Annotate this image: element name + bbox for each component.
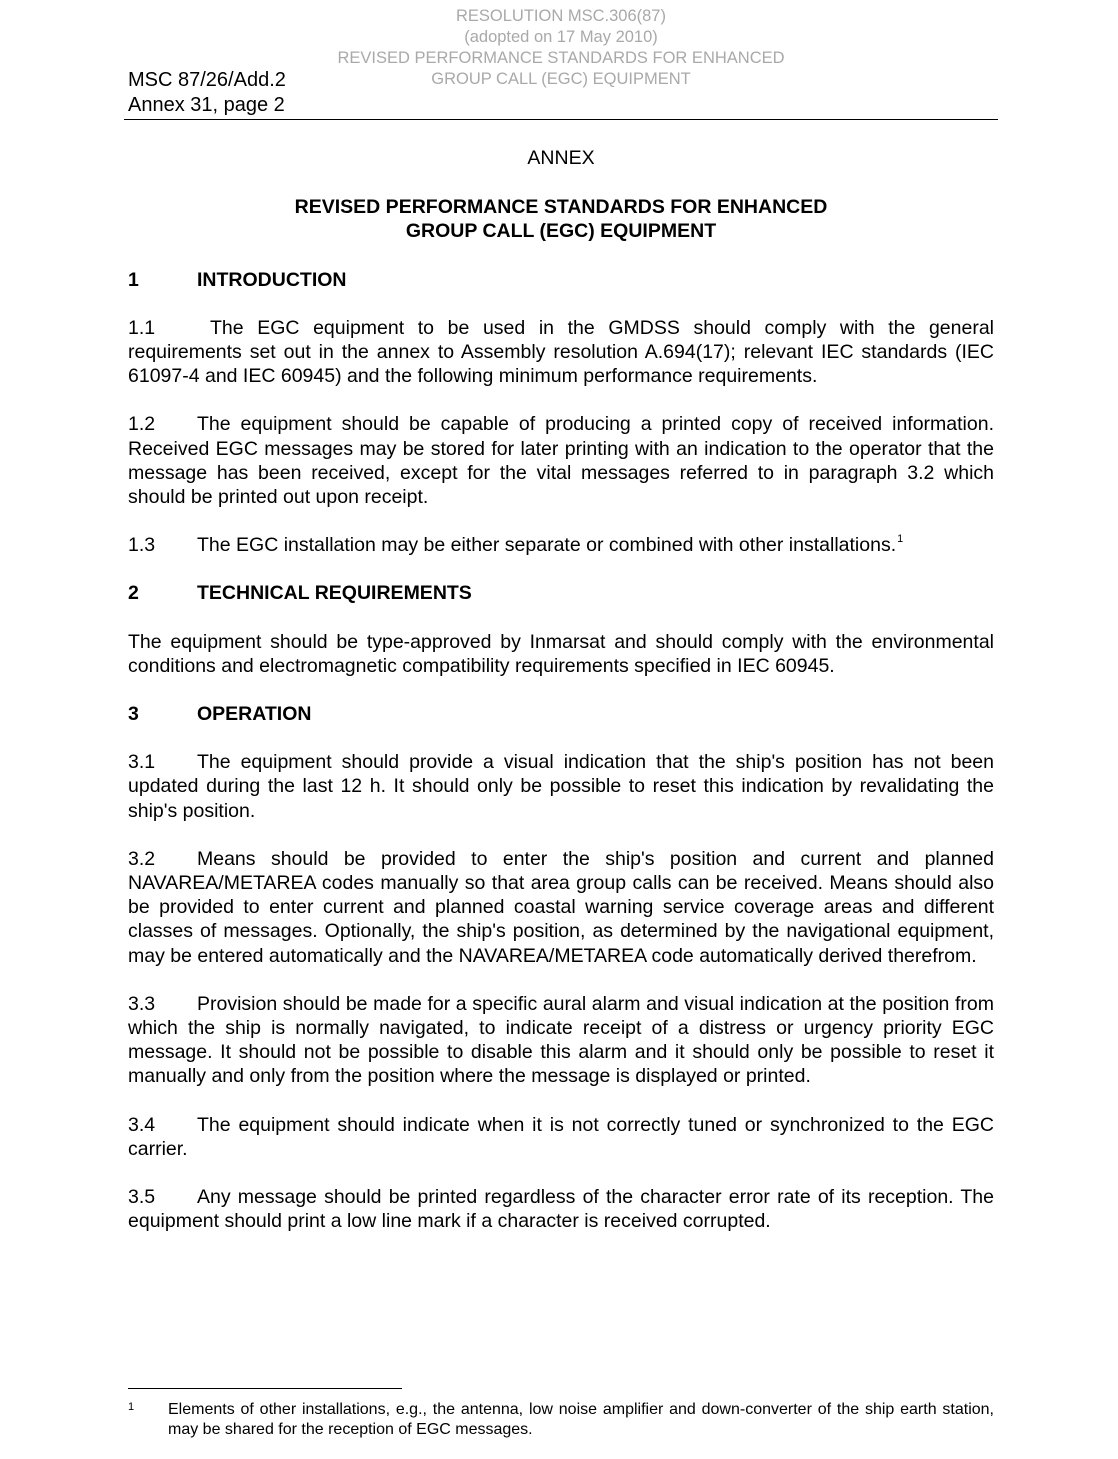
paragraph-1-3 xyxy=(128,533,994,557)
paragraph-1-1 xyxy=(128,316,994,389)
section-title: INTRODUCTION xyxy=(197,268,347,291)
header-divider xyxy=(124,119,998,120)
paragraph-3-3 xyxy=(128,992,994,1089)
section-heading-operation xyxy=(128,702,994,726)
paragraph-number: 1.3 xyxy=(128,534,156,557)
doc-number: MSC 87/26/Add.2 xyxy=(128,69,286,91)
paragraph-2 xyxy=(128,630,994,678)
paragraph-number: 1.2 xyxy=(128,413,156,436)
paragraph-3-5 xyxy=(128,1185,994,1233)
paragraph-text: The equipment should indicate when it is not correctly tuned or synchronized to the EGC carrier. xyxy=(128,1113,994,1160)
watermark-line: GROUP CALL (EGC) EQUIPMENT xyxy=(431,70,691,88)
paragraph-number: 3.4 xyxy=(128,1113,156,1136)
footnote-divider xyxy=(128,1388,402,1389)
document-title xyxy=(128,195,994,243)
watermark-line: REVISED PERFORMANCE STANDARDS FOR ENHANCED xyxy=(337,49,785,67)
paragraph-number: 3.2 xyxy=(128,847,156,870)
paragraph-text: Provision should be made for a specific aural alarm and visual indication at the position from which the ship is normally navigated, to indicate receipt of a distress or urgency priority EGC message. It should not be possible to disable this alarm and it should only be possible to reset it manually and only from the position where the message is displayed or printed. xyxy=(128,992,994,1088)
footnote-reference[interactable]: 1 xyxy=(897,533,904,546)
footnote-mark: 1 xyxy=(128,1401,135,1413)
section-heading-introduction xyxy=(128,268,994,292)
paragraph-text: The equipment should be type-approved by Inmarsat and should comply with the environmental conditions and electromagnetic compatibility requirements specified in IEC 60945. xyxy=(128,630,994,677)
watermark-line: (adopted on 17 May 2010) xyxy=(464,28,658,46)
paragraph-number: 3.3 xyxy=(128,992,156,1015)
section-title: TECHNICAL REQUIREMENTS xyxy=(197,582,472,605)
watermark-line: RESOLUTION MSC.306(87) xyxy=(456,7,666,25)
section-heading-technical-requirements xyxy=(128,581,994,605)
paragraph-number: 3.1 xyxy=(128,751,156,774)
title-line: GROUP CALL (EGC) EQUIPMENT xyxy=(405,220,717,243)
footnote-text: Elements of other installations, e.g., the antenna, low noise amplifier and down-converter of the ship earth station, may be shared for the reception of EGC messages. xyxy=(168,1401,994,1438)
paragraph-3-4 xyxy=(128,1113,994,1161)
paragraph-text: Any message should be printed regardless of the character error rate of its reception. The equipment should print a low line mark if a character is received corrupted. xyxy=(128,1186,994,1233)
title-line: REVISED PERFORMANCE STANDARDS FOR ENHANCED xyxy=(294,196,828,219)
resolution-watermark xyxy=(330,6,792,90)
document-reference xyxy=(128,68,286,118)
paragraph-3-1 xyxy=(128,750,994,823)
paragraph-number: 3.5 xyxy=(128,1186,156,1209)
paragraph-1-2 xyxy=(128,412,994,509)
annex-label: ANNEX xyxy=(527,147,595,169)
paragraph-number: 1.1 xyxy=(128,316,156,339)
paragraph-text: The equipment should be capable of producing a printed copy of received information. Received EGC messages may be stored for later printing with an indication to the operator that the message has been received, except for the vital messages referred to in paragraph 3.2 which should be printed out upon receipt. xyxy=(128,413,994,509)
paragraph-text: Means should be provided to enter the ship's position and current and planned NAVAREA/METAREA codes manually so that area group calls can be received. Means should also be provided to enter current and planned coastal warning service coverage areas and different classes of messages. Optionally, the ship's position, as determined by the navigational equipment, may be entered automatically and the NAVAREA/METAREA code automatically derived therefrom. xyxy=(128,847,994,967)
section-number: 1 xyxy=(128,268,139,291)
section-title: OPERATION xyxy=(197,703,312,726)
section-number: 3 xyxy=(128,703,139,726)
footnote xyxy=(128,1400,994,1440)
page-reference: Annex 31, page 2 xyxy=(128,94,285,116)
document-body xyxy=(128,146,994,1258)
paragraph-text: The equipment should provide a visual indication that the ship's position has not been updated during the last 12 h. It should only be possible to reset this indication by revalidating the ship's position. xyxy=(128,751,994,822)
paragraph-text: The EGC equipment to be used in the GMDSS should comply with the general requirements set out in the annex to Assembly resolution A.694(17); relevant IEC standards (IEC 61097-4 and IEC 60945) and the following minimum performance requirements. xyxy=(128,316,994,388)
paragraph-text: The EGC installation may be either separate or combined with other installations. xyxy=(197,534,897,557)
paragraph-3-2 xyxy=(128,847,994,968)
section-number: 2 xyxy=(128,582,139,605)
